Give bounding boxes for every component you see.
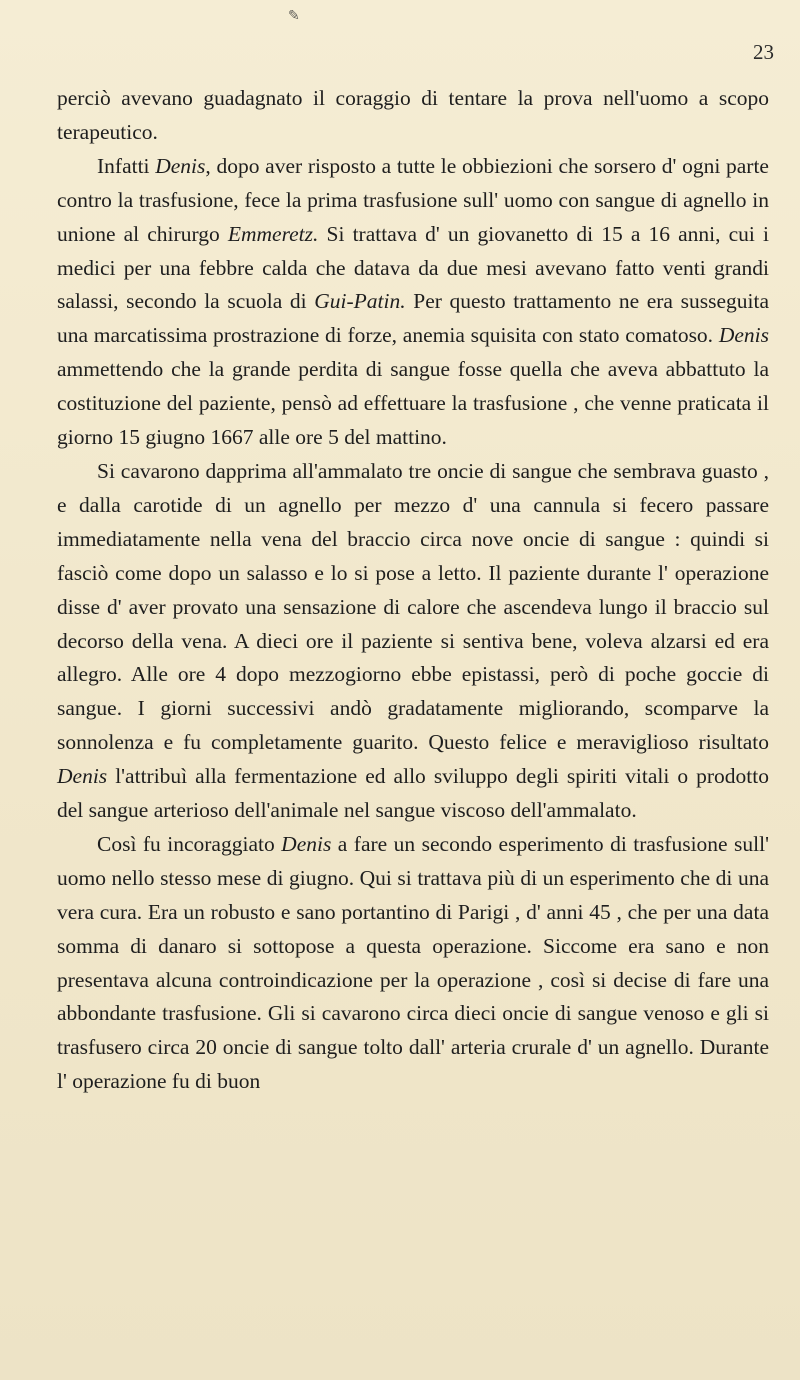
text-run: Così fu incoraggiato xyxy=(97,831,282,856)
person-name: Gui-Patin. xyxy=(314,289,406,314)
text-run: Infatti xyxy=(97,153,156,178)
paragraph xyxy=(57,82,769,150)
text-run: perciò avevano guadagnato il coraggio di tentare la prova nell'uomo a scopo terapeutico. xyxy=(57,86,769,144)
text-run: Si trattava d' un giovanetto di 15 a 16 anni, cui i medici per una febbre calda che datava da due mesi avevano fatto venti grandi salassi, secondo la scuola di xyxy=(57,221,769,314)
person-name: Denis xyxy=(281,831,332,856)
person-name: Denis xyxy=(155,153,206,178)
text-run: , dopo aver risposto a tutte le obbiezioni che sorsero d' ogni parte contro la trasfusione, fece la prima trasfusione sull' uomo con sangue di agnello in unione al chirurgo xyxy=(57,153,769,246)
text-run: Si cavarono dapprima all'ammalato tre oncie di sangue che sembrava guasto , e dalla carotide di un agnello per mezzo d' una cannula si fecero passare immediatamente nella vena del braccio circa nove oncie di sangue : quindi si fasciò come dopo un salasso e lo si pose a letto. Il paziente durante l' operazione disse d' aver provato una sensazione di calore che ascendeva lungo il braccio sul decorso della vena. A dieci ore il paziente si sentiva bene, voleva alzarsi ed era allegro. Alle ore 4 dopo mezzogiorno ebbe epistassi, però di poche goccie di sangue. I giorni successivi andò gradatamente migliorando, scomparve la sonnolenza e fu completamente guarito. Questo felice e meraviglioso risultato xyxy=(57,458,769,755)
paragraph xyxy=(57,828,769,1099)
text-run: Per questo trattamento ne era susseguita una marcatissima prostrazione di forze, anemia squisita con stato comatoso. xyxy=(57,289,769,348)
page-number: 23 xyxy=(753,40,774,64)
text-run: ammettendo che la grande perdita di sangue fosse quella che aveva abbattuto la costituzione del paziente, pensò ad effettuare la trasfusione , che venne praticata il giorno 15 giugno 1667 alle ore 5 del mattino. xyxy=(57,357,769,450)
person-name: Denis xyxy=(718,323,769,348)
text-run: a fare un secondo esperimento di trasfusione sull' uomo nello stesso mese di giugno. Qui si trattava più di un esperimento che di una vera cura. Era un robusto e sano portantino di Parigi , d' anni 45 , che per una data somma di danaro si sottopose a questa operazione. Siccome era sano e non presentava alcuna controindicazione per la operazione , così si decise di fare una abbondante trasfusione. Gli si cavarono circa dieci oncie di sangue venoso e gli si trasfusero circa 20 oncie di sangue tolto dall' arteria crurale d' un agnello. Durante l' operazione fu di buon xyxy=(57,831,769,1094)
paragraph xyxy=(57,455,769,828)
person-name: Emmeretz. xyxy=(227,221,319,246)
person-name: Denis xyxy=(57,764,108,789)
corner-mark: ✎ xyxy=(288,8,300,24)
paragraph xyxy=(57,150,769,455)
text-run: l'attribuì alla fermentazione ed allo sviluppo degli spiriti vitali o prodotto del sangue arterioso dell'animale nel sangue viscoso dell'ammalato. xyxy=(57,764,769,823)
body-text xyxy=(57,82,769,1099)
